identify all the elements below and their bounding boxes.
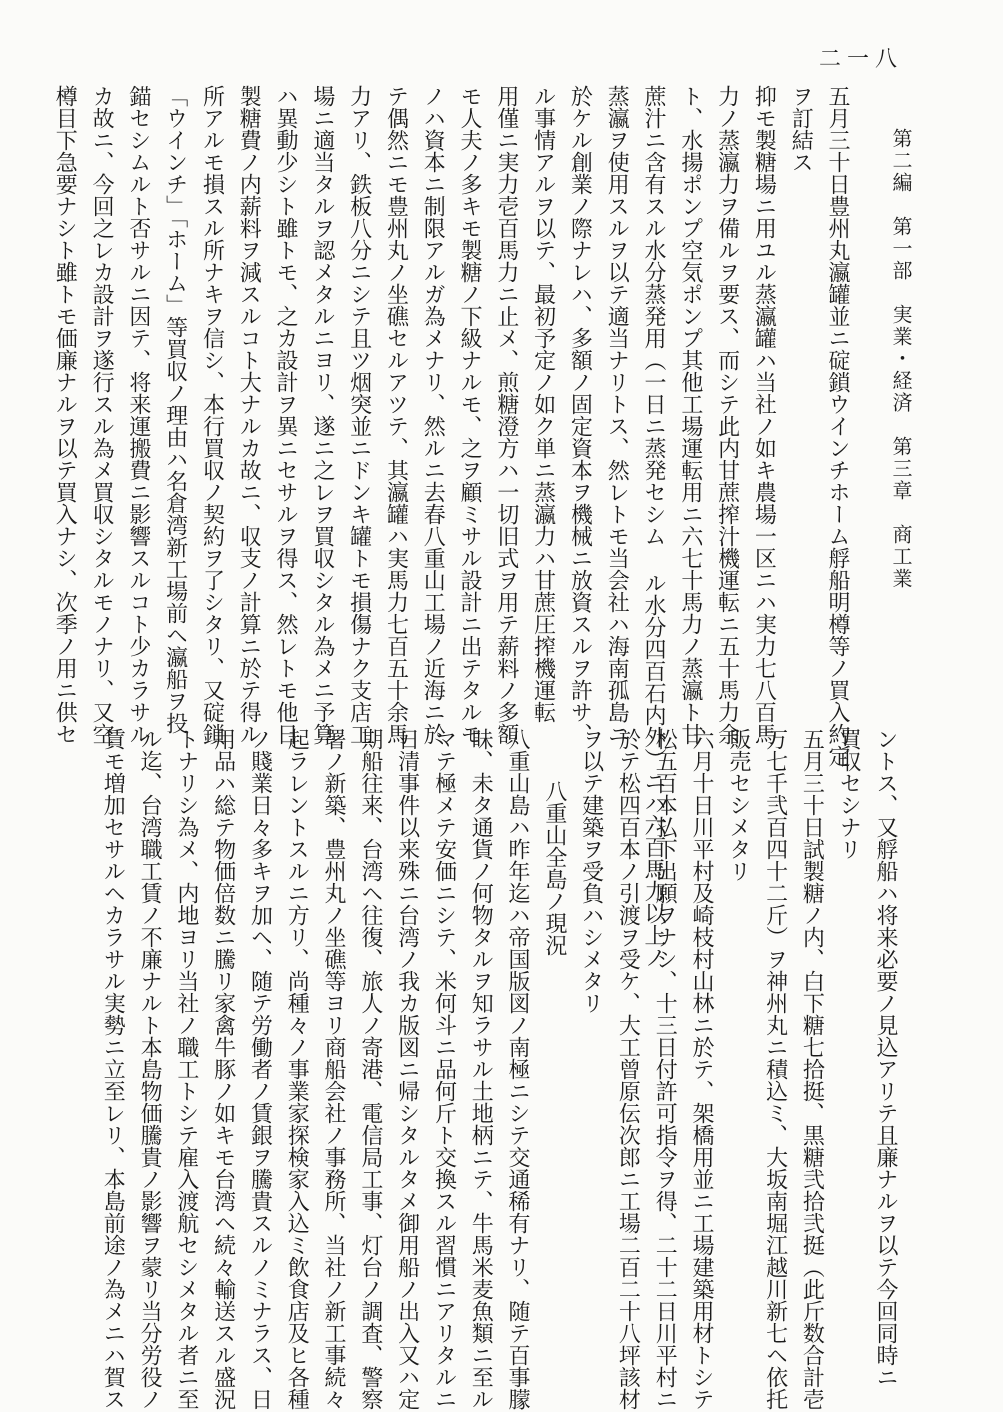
text-line: 松五百本払下出願ヲナシ、十三日付許可指令ヲ得、二十二日川平村ニ: [652, 728, 678, 1410]
running-head-part: 第二編: [889, 128, 913, 194]
text-line: 期船往来、台湾ヘ往復、旅人ノ寄港、電信局工事、灯台ノ調査、警察: [357, 728, 383, 1410]
text-line: 於ケル創業ノ際ナレハ、多額ノ固定資本ヲ機械ニ放資スルヲ許サ、: [567, 85, 593, 745]
running-head-part: 第三章: [889, 436, 913, 502]
text-line: ル事情アルヲ以テ、最初予定ノ如ク単ニ蒸瀛力ハ甘蔗圧搾機運転: [530, 85, 556, 723]
text-line: ントス、又艀船ハ将来必要ノ見込アリテ且廉ナルヲ以テ今回同時ニ: [873, 728, 898, 1388]
text-line: 力アリ、鉄板八分ニシテ且ツ烟突並ニドンキ罐トモ損傷ナク支店工: [346, 85, 372, 745]
text-line: 錨セシムルト否サルニ因テ、将来運搬費ニ影響スルコト少カラサル: [125, 85, 151, 745]
text-line: テ偶然ニモ豊州丸ノ坐礁セルアツテ、其瀛罐ハ実馬力七百五十余馬: [383, 85, 409, 745]
text-line: 五月三十日豊州丸瀛罐並ニ碇鎖ウインチホーム艀船明樽等ノ買入約定: [825, 85, 850, 767]
text-line: 蔗汁ニ含有スル水分蒸発用（一日ニ蒸発セシム ル水分四百石内外）ニハ六百馬力以上ノ: [641, 85, 667, 968]
text-line: 起ラレントスルニ方リ、尚種々ノ事業家探検家入込ミ飲食店及ヒ各種: [284, 728, 310, 1410]
page-number: 二一八: [818, 47, 903, 72]
text-line: 販売セシメタリ: [725, 728, 751, 882]
text-line: 製糖費ノ内薪料ヲ減スルコト大ナルカ故ニ、収支ノ計算ニ於テ得ル: [236, 85, 262, 745]
text-line: 六月十日川平村及崎枝村山林ニ於テ、架橋用並ニ工場建築用材トシテ: [689, 728, 715, 1410]
text-line: ヲ訂結ス: [788, 85, 814, 173]
text-line: 署ノ新築、豊州丸ノ坐礁等ヨリ商船会社ノ事務所、当社ノ新工事続々: [321, 728, 347, 1410]
text-line: モ人夫ノ多キモ製糖ノ下級ナルモ、之ヲ顧ミサル設計ニ出テタルモ: [457, 85, 483, 745]
text-line: 用僅ニ実力壱百馬力ニ止メ、煎糖澄方ハ一切旧式ヲ用テ薪料ノ多額: [493, 85, 519, 745]
text-line: 万七千弐百四十二斤）ヲ神州丸ニ積込ミ、大坂南堀江越川新七ヘ依托: [762, 728, 788, 1410]
text-line: ル迄、台湾職工賃ノ不廉ナルト本島物価騰貴ノ影響ヲ蒙リ当分労役ノ: [137, 728, 163, 1410]
text-line: 所アルモ損スル所ナキヲ信シ、本行買収ノ契約ヲ了シタリ、又碇鎖: [199, 85, 225, 745]
text-line: ヲ以テ建築ヲ受負ハシメタリ: [578, 728, 604, 1014]
text-line: トナリシ為メ、内地ヨリ当社ノ職工トシテ雇入渡航セシメタル者ニ至: [173, 728, 199, 1410]
running-head-part: 実業・経済: [889, 304, 913, 414]
running-head: [887, 128, 911, 688]
text-line: 日清事件以来殊ニ台湾ノ我カ版図ニ帰シタルタメ御用船ノ出入又ハ定: [394, 728, 420, 1410]
section-heading: 八重山全島ノ現況: [541, 780, 567, 956]
text-line: 「ウインチ」「ホーム」等買収ノ理由ハ名倉湾新工場前ヘ瀛船ヲ投: [162, 85, 188, 734]
text-line: 買収セシナリ: [836, 728, 862, 860]
running-head-part: 第一部: [889, 216, 913, 282]
text-line: 抑モ製糖場ニ用ユル蒸瀛罐ハ当社ノ如キ農場一区ニハ実力七八百馬: [751, 85, 777, 745]
text-line: 蒸瀛ヲ使用スルヲ以テ適当ナリトス、然レトモ当会社ハ海南孤島ニ: [604, 85, 630, 745]
text-line: 五月三十日試製糖ノ内、白下糖七拾挺、黒糖弐拾弐挺（此斤数合計壱: [799, 728, 825, 1410]
text-line: 力ノ蒸瀛力ヲ備ルヲ要ス、而シテ此内甘蔗搾汁機運転ニ五十馬力余: [714, 85, 740, 745]
text-line: 昧、未タ通貨ノ何物タルヲ知ラサル土地柄ニテ、牛馬米麦魚類ニ至ル: [468, 728, 494, 1410]
text-line: ト、水揚ポンプ空気ポンプ其他工場運転用ニ六七十馬力ノ蒸瀛ト甘: [677, 85, 703, 745]
text-line: 場ニ適当タルヲ認メタルニヨリ、遂ニ之レヲ買収シタル為メニ予算: [309, 85, 335, 745]
text-line: 於テ松四百本ノ引渡ヲ受ケ、大工曾原伝次郎ニ工場二百二十八坪該材: [615, 728, 641, 1410]
text-line: 賃モ増加セサルヘカラサル実勢ニ立至レリ、本島前途ノ為メニハ賀ス: [100, 728, 126, 1410]
text-line: ハ異動少シト雖トモ、之カ設計ヲ異ニセサルヲ得ス、然レトモ他日: [273, 85, 299, 745]
text-line: 用品ハ総テ物価倍数ニ騰リ家禽牛豚ノ如キモ台湾ヘ続々輸送スル盛況: [210, 728, 236, 1410]
text-block-bottom: [73, 728, 903, 1410]
text-line: ノ賤業日々多キヲ加ヘ、随テ労働者ノ賃銀ヲ騰貴スルノミナラス、日: [247, 728, 273, 1410]
text-line: 八重山島ハ昨年迄ハ帝国版図ノ南極ニシテ交通稀有ナリ、随テ百事朦: [505, 728, 531, 1410]
text-line: カ故ニ、今回之レカ設計ヲ遂行スル為メ買収シタルモノナリ、又空: [89, 85, 115, 745]
text-line: マテ極メテ安価ニシテ、米何斗ニ品何斤ト交換スル習慣ニアリタルニ: [431, 728, 457, 1410]
text-line: 樽目下急要ナシト雖トモ価廉ナルヲ以テ買入ナシ、次季ノ用ニ供セ: [52, 85, 78, 745]
running-head-part: 商工業: [889, 524, 913, 590]
text-line: ノハ資本ニ制限アルガ為メナリ、然ルニ去春八重山工場ノ近海ニ於: [420, 85, 446, 745]
